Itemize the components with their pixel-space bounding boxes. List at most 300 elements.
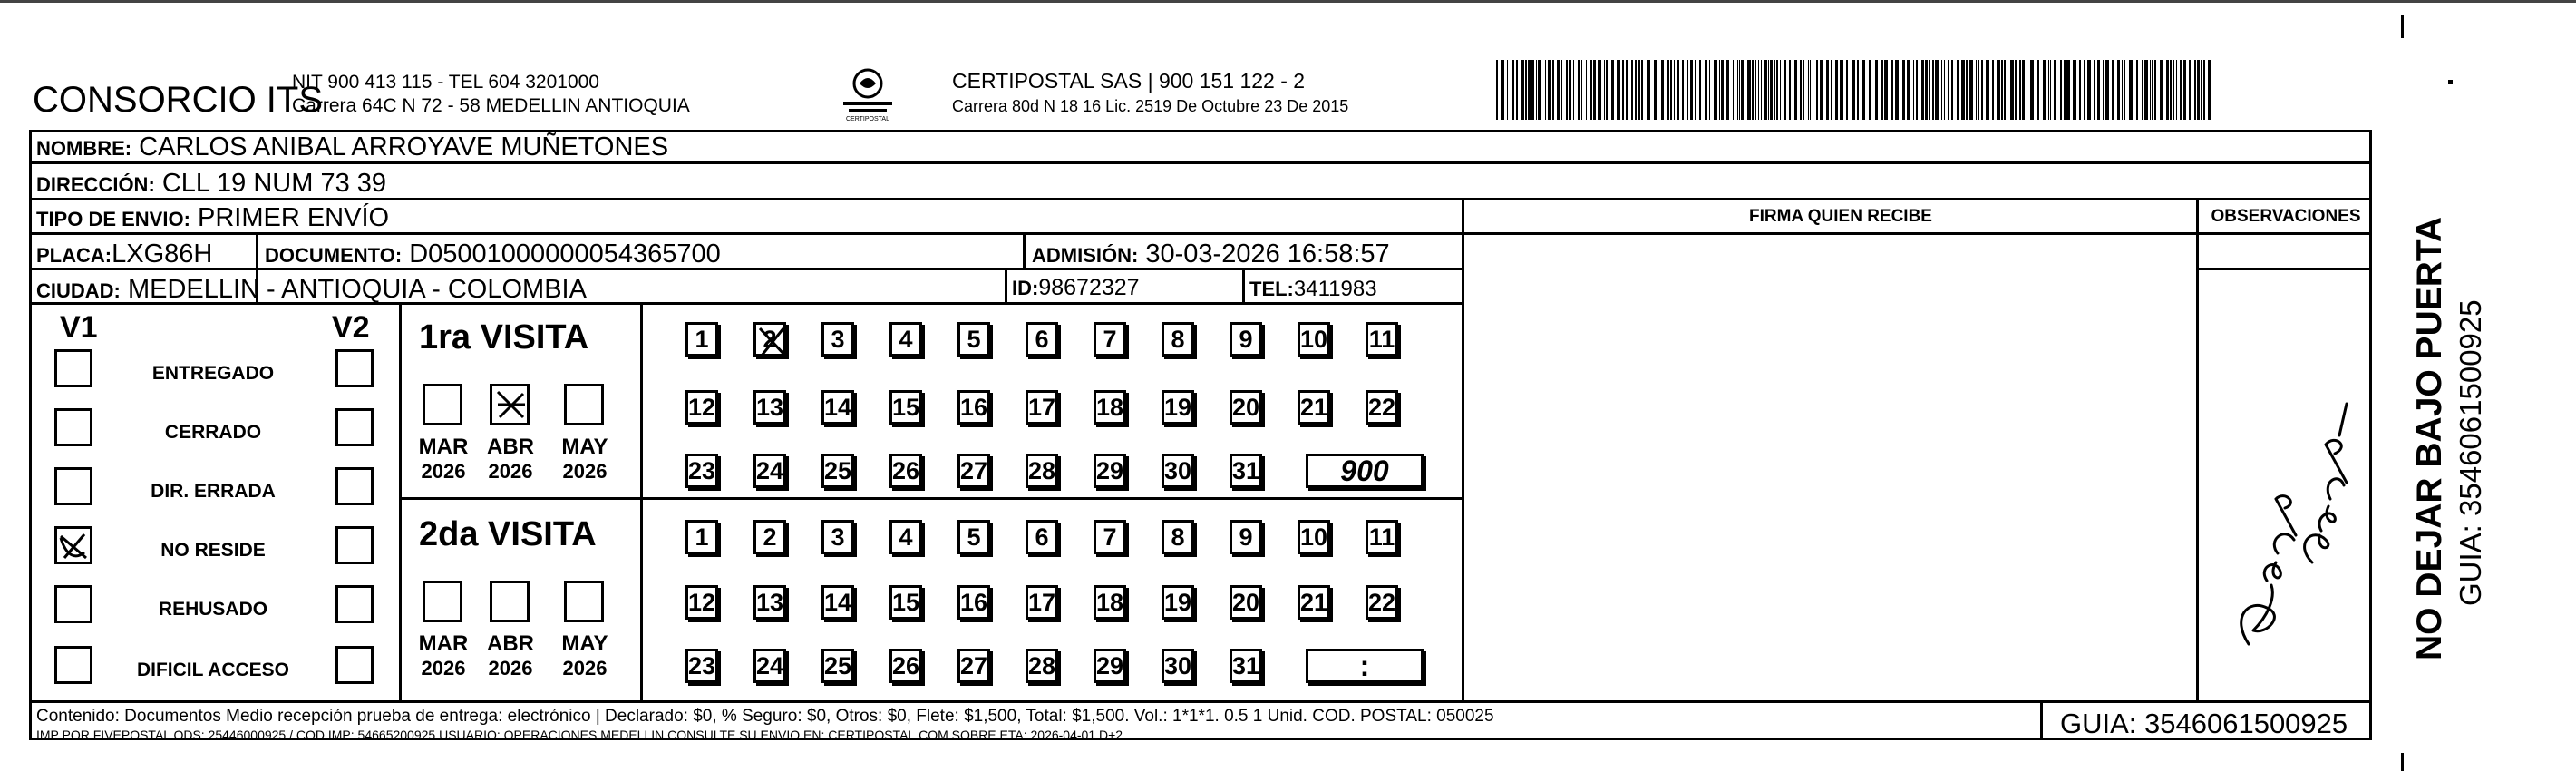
barcode-bar <box>1948 60 1949 120</box>
day-box[interactable] <box>1162 585 1194 620</box>
barcode-bar <box>1521 60 1524 120</box>
day-box[interactable] <box>1094 322 1126 357</box>
day-box[interactable] <box>1366 520 1398 554</box>
barcode-bar <box>1816 60 1818 120</box>
day-number: 6 <box>1035 523 1049 551</box>
status-option-label: REHUSADO <box>158 599 268 620</box>
barcode-bar <box>1677 60 1679 120</box>
day-box[interactable] <box>685 322 718 357</box>
barcode-bar <box>1528 60 1531 120</box>
day-box[interactable] <box>821 322 854 357</box>
barcode-bar <box>1891 60 1893 120</box>
barcode-bar <box>1516 60 1518 120</box>
day-box[interactable] <box>821 520 854 554</box>
day-box[interactable] <box>685 520 718 554</box>
barcode-bar <box>1869 60 1871 120</box>
visit-title: 1ra VISITA <box>419 318 589 357</box>
barcode-bar <box>1512 60 1514 120</box>
document-value: D05001000000054365700 <box>409 239 721 269</box>
barcode-bar <box>2043 60 2046 120</box>
barcode-bar <box>2050 60 2051 120</box>
day-box[interactable] <box>1026 520 1058 554</box>
barcode-bar <box>1617 60 1620 120</box>
time-box[interactable]: 900 <box>1306 454 1424 488</box>
month-label: MAR <box>418 435 469 459</box>
barcode-bar <box>1784 60 1786 120</box>
barcode-bar <box>2001 60 2003 120</box>
send-type-label: TIPO DE ENVIO: <box>36 208 190 230</box>
v2-checkbox[interactable] <box>335 526 374 564</box>
day-box[interactable] <box>685 649 718 683</box>
day-box[interactable] <box>1230 322 1262 357</box>
day-box[interactable] <box>1298 520 1330 554</box>
v2-checkbox[interactable] <box>335 646 374 684</box>
barcode-bar <box>1966 60 1968 120</box>
address-label: DIRECCIÓN: <box>36 173 155 196</box>
day-number: 21 <box>1299 588 1328 616</box>
barcode-bar <box>1695 60 1696 120</box>
plate-value: LXG86H <box>112 239 213 269</box>
barcode-bar <box>1737 60 1738 120</box>
day-box[interactable] <box>889 649 922 683</box>
barcode-bar <box>1661 60 1664 120</box>
barcode-bar <box>2079 60 2081 120</box>
barcode-bar <box>2022 60 2025 120</box>
barcode-bar <box>1590 60 1592 120</box>
day-number: 8 <box>1171 325 1185 353</box>
barcode-bar <box>1951 60 1953 120</box>
day-box[interactable] <box>889 454 922 488</box>
dot-mark <box>2448 80 2453 84</box>
barcode-bar <box>2094 60 2095 120</box>
status-option-label: CERRADO <box>164 422 262 443</box>
day-box[interactable] <box>753 649 786 683</box>
day-box[interactable] <box>1162 649 1194 683</box>
day-box[interactable] <box>1230 520 1262 554</box>
barcode-bar <box>1944 60 1945 120</box>
day-box[interactable] <box>1230 585 1262 620</box>
day-box[interactable] <box>1230 649 1262 683</box>
year-label: 2026 <box>488 657 533 679</box>
day-number: 25 <box>823 651 852 679</box>
day-box[interactable] <box>753 520 786 554</box>
time-box[interactable]: : <box>1306 649 1424 683</box>
day-box[interactable] <box>957 649 990 683</box>
day-number: 23 <box>687 651 716 679</box>
day-number: 3 <box>831 523 845 551</box>
barcode-bar <box>1941 60 1942 120</box>
day-number: 1 <box>695 325 709 353</box>
city-label: CIUDAD: <box>36 279 121 302</box>
day-number: 6 <box>1035 325 1049 353</box>
v1-checkbox[interactable] <box>54 526 92 564</box>
barcode-bar <box>1739 60 1740 120</box>
day-number: 10 <box>1299 325 1328 353</box>
day-box[interactable] <box>957 520 990 554</box>
day-number: 11 <box>1368 523 1395 551</box>
barcode-bar <box>1631 60 1633 120</box>
day-box[interactable] <box>1026 322 1058 357</box>
day-number: 1 <box>695 523 709 551</box>
barcode-bar <box>1606 60 1608 120</box>
month-checkbox[interactable] <box>423 581 462 622</box>
admission-value: 30-03-2026 16:58:57 <box>1145 239 1390 269</box>
barcode-bar <box>2105 60 2109 120</box>
day-box[interactable] <box>889 585 922 620</box>
barcode-bar <box>1548 60 1551 120</box>
carrier-logo-caption: CERTIPOSTAL <box>846 116 889 122</box>
day-box[interactable] <box>1094 454 1126 488</box>
day-number: 26 <box>891 456 920 484</box>
barcode-bar <box>1747 60 1751 120</box>
barcode-bar <box>2097 60 2100 120</box>
day-number: 22 <box>1367 393 1396 421</box>
barcode <box>1496 60 2221 120</box>
barcode-bar <box>2194 60 2196 120</box>
barcode-bar <box>1794 60 1797 120</box>
day-number: 2 <box>763 523 777 551</box>
day-box[interactable] <box>753 454 786 488</box>
month-checkbox[interactable] <box>490 581 530 622</box>
scan-top-edge <box>0 0 2576 3</box>
day-box[interactable] <box>1162 322 1194 357</box>
day-number: 9 <box>1239 523 1253 551</box>
day-box[interactable] <box>1366 322 1398 357</box>
day-number: 27 <box>959 456 988 484</box>
day-number: 27 <box>959 651 988 679</box>
barcode-bar <box>1881 60 1883 120</box>
day-box[interactable] <box>821 390 854 425</box>
day-box[interactable] <box>957 322 990 357</box>
v1-checkbox[interactable] <box>54 467 92 505</box>
barcode-bar <box>1978 60 1979 120</box>
month-checkbox[interactable] <box>423 384 462 425</box>
day-box[interactable] <box>1230 390 1262 425</box>
barcode-bar <box>2124 60 2125 120</box>
day-box[interactable] <box>1094 520 1126 554</box>
v2-checkbox[interactable] <box>335 585 374 623</box>
day-number: 12 <box>687 588 716 616</box>
barcode-bar <box>2064 60 2066 120</box>
barcode-bar <box>2160 60 2163 120</box>
barcode-bar <box>2197 60 2200 120</box>
barcode-bar <box>1935 60 1939 120</box>
name-label: NOMBRE: <box>36 137 132 160</box>
barcode-bar <box>1774 60 1775 120</box>
barcode-bar <box>1598 60 1601 120</box>
barcode-bar <box>2037 60 2039 120</box>
status-option-label: ENTREGADO <box>151 363 275 384</box>
barcode-bar <box>2087 60 2091 120</box>
day-number: 23 <box>687 456 716 484</box>
barcode-bar <box>1913 60 1914 120</box>
day-box[interactable] <box>1162 520 1194 554</box>
city-value: MEDELLIN - ANTIOQUIA - COLOMBIA <box>127 275 587 304</box>
barcode-bar <box>1719 60 1720 120</box>
v1-checkbox[interactable] <box>54 349 92 387</box>
barcode-bar <box>1961 60 1965 120</box>
v2-checkbox[interactable] <box>335 467 374 505</box>
day-number: 28 <box>1027 456 1056 484</box>
day-number: 31 <box>1231 456 1260 484</box>
company-nit: NIT 900 413 115 - TEL 604 3201000 <box>292 72 599 93</box>
day-number: 10 <box>1299 523 1328 551</box>
day-box[interactable] <box>821 585 854 620</box>
document-label: DOCUMENTO: <box>265 244 403 267</box>
barcode-bar <box>1895 60 1899 120</box>
id-value: 98672327 <box>1038 275 1140 300</box>
day-box[interactable] <box>1026 649 1058 683</box>
day-box[interactable] <box>1162 390 1194 425</box>
barcode-bar <box>2129 60 2133 120</box>
barcode-bar <box>1545 60 1546 120</box>
tel-label: TEL: <box>1249 278 1294 300</box>
barcode-bar <box>1831 60 1832 120</box>
day-number: 4 <box>899 325 913 353</box>
status-option-label: NO RESIDE <box>160 540 266 561</box>
day-box[interactable] <box>753 585 786 620</box>
day-box[interactable] <box>1162 454 1194 488</box>
barcode-bar <box>1741 60 1744 120</box>
barcode-bar <box>1581 60 1582 120</box>
barcode-bar <box>2173 60 2174 120</box>
barcode-bar <box>2176 60 2177 120</box>
barcode-bar <box>2030 60 2034 120</box>
check-mark-icon <box>57 529 90 562</box>
barcode-bar <box>1604 60 1605 120</box>
barcode-bar <box>1902 60 1905 120</box>
barcode-bar <box>1852 60 1855 120</box>
month-checkbox[interactable] <box>490 384 530 425</box>
barcode-bar <box>1507 60 1508 120</box>
barcode-bar <box>1761 60 1762 120</box>
day-box[interactable] <box>1298 390 1330 425</box>
barcode-bar <box>2019 60 2021 120</box>
barcode-bar <box>1667 60 1669 120</box>
barcode-bar <box>1593 60 1596 120</box>
day-number: 25 <box>823 456 852 484</box>
barcode-bar <box>1826 60 1829 120</box>
check-mark-icon <box>492 386 529 423</box>
day-number: 9 <box>1239 325 1253 353</box>
v1-checkbox[interactable] <box>54 646 92 684</box>
day-number: 22 <box>1367 588 1396 616</box>
barcode-bar <box>2103 60 2104 120</box>
carrier-name: CERTIPOSTAL SAS | 900 151 122 - 2 <box>952 69 1306 93</box>
barcode-bar <box>1755 60 1756 120</box>
day-box[interactable] <box>1366 390 1398 425</box>
barcode-bar <box>2084 60 2085 120</box>
day-number: 24 <box>755 651 784 679</box>
day-box[interactable] <box>1298 322 1330 357</box>
day-number: 17 <box>1027 588 1056 616</box>
barcode-bar <box>1803 60 1804 120</box>
day-box[interactable] <box>889 390 922 425</box>
barcode-bar <box>1986 60 1988 120</box>
v2-checkbox[interactable] <box>335 408 374 446</box>
year-label: 2026 <box>488 460 533 483</box>
barcode-bar <box>1884 60 1888 120</box>
day-number: 3 <box>831 325 845 353</box>
side-guia: GUIA: 3546061500925 <box>2454 299 2487 606</box>
day-box[interactable] <box>685 585 718 620</box>
barcode-bar <box>1780 60 1781 120</box>
barcode-bar <box>1690 60 1693 120</box>
day-number: 14 <box>823 393 852 421</box>
day-box[interactable] <box>685 390 718 425</box>
barcode-bar <box>1846 60 1848 120</box>
day-box[interactable] <box>1230 454 1262 488</box>
barcode-bar <box>1682 60 1684 120</box>
barcode-bar <box>2170 60 2172 120</box>
status-option-label: DIFICIL ACCESO <box>136 660 289 680</box>
barcode-bar <box>1538 60 1541 120</box>
barcode-bar <box>1925 60 1928 120</box>
day-box[interactable] <box>957 454 990 488</box>
day-number: 30 <box>1163 651 1192 679</box>
day-box[interactable] <box>1026 390 1058 425</box>
barcode-bar <box>1622 60 1624 120</box>
barcode-bar <box>2180 60 2182 120</box>
day-box[interactable] <box>685 454 718 488</box>
v1-checkbox[interactable] <box>54 585 92 623</box>
barcode-bar <box>1561 60 1562 120</box>
barcode-bar <box>1857 60 1859 120</box>
day-box[interactable] <box>889 322 922 357</box>
day-box[interactable] <box>821 454 854 488</box>
barcode-bar <box>2066 60 2070 120</box>
day-number: 24 <box>755 456 784 484</box>
barcode-bar <box>1789 60 1791 120</box>
day-number: 29 <box>1095 651 1124 679</box>
day-number: 16 <box>959 393 988 421</box>
barcode-bar <box>1721 60 1724 120</box>
barcode-bar <box>1820 60 1823 120</box>
barcode-bar <box>1502 60 1504 120</box>
v1-label: V1 <box>60 310 98 345</box>
year-label: 2026 <box>562 460 608 483</box>
barcode-bar <box>1647 60 1650 120</box>
footer-imp: IMP POR FIVEPOSTAL ODS: 25446000925 / COD.IMP: 54665200925 USUARIO: OPERACIONES MEDELLIN CONSULTE SU ENVIO EN: CERTIPOSTAL.COM SOBRE ETA: 2026-04-01 D+2 <box>36 728 1123 742</box>
day-box[interactable] <box>821 649 854 683</box>
barcode-bar <box>1552 60 1554 120</box>
barcode-bar <box>1705 60 1707 120</box>
footer-content: Contenido: Documentos Medio recepción prueba de entrega: electrónico | Declarado: $0, % Seguro: $0, Otros: $0, Flete: $1,500, Total: $1,500. Vol.: 1*1*1. 0.5 1 Unid. COD. POSTAL: 050025 <box>36 707 1494 726</box>
month-label: ABR <box>487 435 534 459</box>
day-number: 18 <box>1095 393 1124 421</box>
barcode-bar <box>1611 60 1614 120</box>
day-number: 2 <box>763 325 777 353</box>
barcode-bar <box>1840 60 1843 120</box>
barcode-bar <box>2144 60 2148 120</box>
barcode-bar <box>1808 60 1809 120</box>
send-type: PRIMER ENVÍO <box>197 203 390 232</box>
day-box[interactable] <box>1094 649 1126 683</box>
v1-checkbox[interactable] <box>54 408 92 446</box>
cross-mark-icon <box>756 325 789 359</box>
barcode-bar <box>1714 60 1717 120</box>
barcode-bar <box>1752 60 1754 120</box>
barcode-bar <box>1573 60 1574 120</box>
barcode-bar <box>1776 60 1778 120</box>
barcode-bar <box>1976 60 1977 120</box>
status-option-label: DIR. ERRADA <box>151 481 276 502</box>
barcode-bar <box>1907 60 1910 120</box>
month-label: MAR <box>418 631 469 656</box>
day-box[interactable] <box>753 322 786 357</box>
barcode-bar <box>1566 60 1568 120</box>
day-box[interactable] <box>1366 585 1398 620</box>
signature-header: FIRMA QUIEN RECIBE <box>1749 207 1932 226</box>
month-checkbox[interactable] <box>564 384 604 425</box>
barcode-bar <box>1531 60 1534 120</box>
day-box[interactable] <box>1094 585 1126 620</box>
day-mark <box>756 325 789 366</box>
company-address: Carrera 64C N 72 - 58 MEDELLIN ANTIOQUIA <box>292 95 690 116</box>
day-box[interactable] <box>753 390 786 425</box>
barcode-bar <box>1932 60 1934 120</box>
day-number: 7 <box>1103 325 1117 353</box>
barcode-bar <box>1536 60 1537 120</box>
month-label: MAY <box>561 435 608 459</box>
barcode-bar <box>1810 60 1811 120</box>
day-box[interactable] <box>957 390 990 425</box>
scan-mark <box>2401 15 2404 38</box>
barcode-bar <box>2048 60 2049 120</box>
id-label: ID: <box>1012 277 1039 299</box>
barcode-bar <box>1670 60 1672 120</box>
barcode-bar <box>1929 60 1930 120</box>
recipient-name: CARLOS ANIBAL ARROYAVE MUÑETONES <box>139 132 669 161</box>
barcode-bar <box>2054 60 2056 120</box>
barcode-bar <box>2060 60 2062 120</box>
day-box[interactable] <box>1094 390 1126 425</box>
barcode-bar <box>1988 60 1989 120</box>
year-label: 2026 <box>421 657 466 679</box>
day-number: 17 <box>1027 393 1056 421</box>
barcode-bar <box>1981 60 1983 120</box>
barcode-bar <box>1862 60 1865 120</box>
month-checkbox[interactable] <box>564 581 604 622</box>
barcode-bar <box>2189 60 2191 120</box>
barcode-bar <box>1726 60 1729 120</box>
day-box[interactable] <box>957 585 990 620</box>
barcode-bar <box>1699 60 1701 120</box>
day-number: 11 <box>1368 325 1395 353</box>
barcode-bar <box>1957 60 1959 120</box>
barcode-bar <box>2142 60 2143 120</box>
day-box[interactable] <box>1026 585 1058 620</box>
barcode-bar <box>1586 60 1587 120</box>
barcode-bar <box>2073 60 2076 120</box>
day-box[interactable] <box>1298 585 1330 620</box>
year-label: 2026 <box>421 460 466 483</box>
barcode-bar <box>1997 60 2000 120</box>
v2-checkbox[interactable] <box>335 349 374 387</box>
barcode-bar <box>1501 60 1502 120</box>
barcode-bar <box>1709 60 1710 120</box>
day-box[interactable] <box>1026 454 1058 488</box>
barcode-bar <box>1641 60 1643 120</box>
barcode-bar <box>1921 60 1924 120</box>
day-number: 7 <box>1103 523 1117 551</box>
barcode-bar <box>2183 60 2186 120</box>
barcode-bar <box>1758 60 1759 120</box>
company-name: CONSORCIO ITS <box>33 80 324 120</box>
day-box[interactable] <box>889 520 922 554</box>
barcode-bar <box>2166 60 2169 120</box>
day-number: 5 <box>967 325 981 353</box>
